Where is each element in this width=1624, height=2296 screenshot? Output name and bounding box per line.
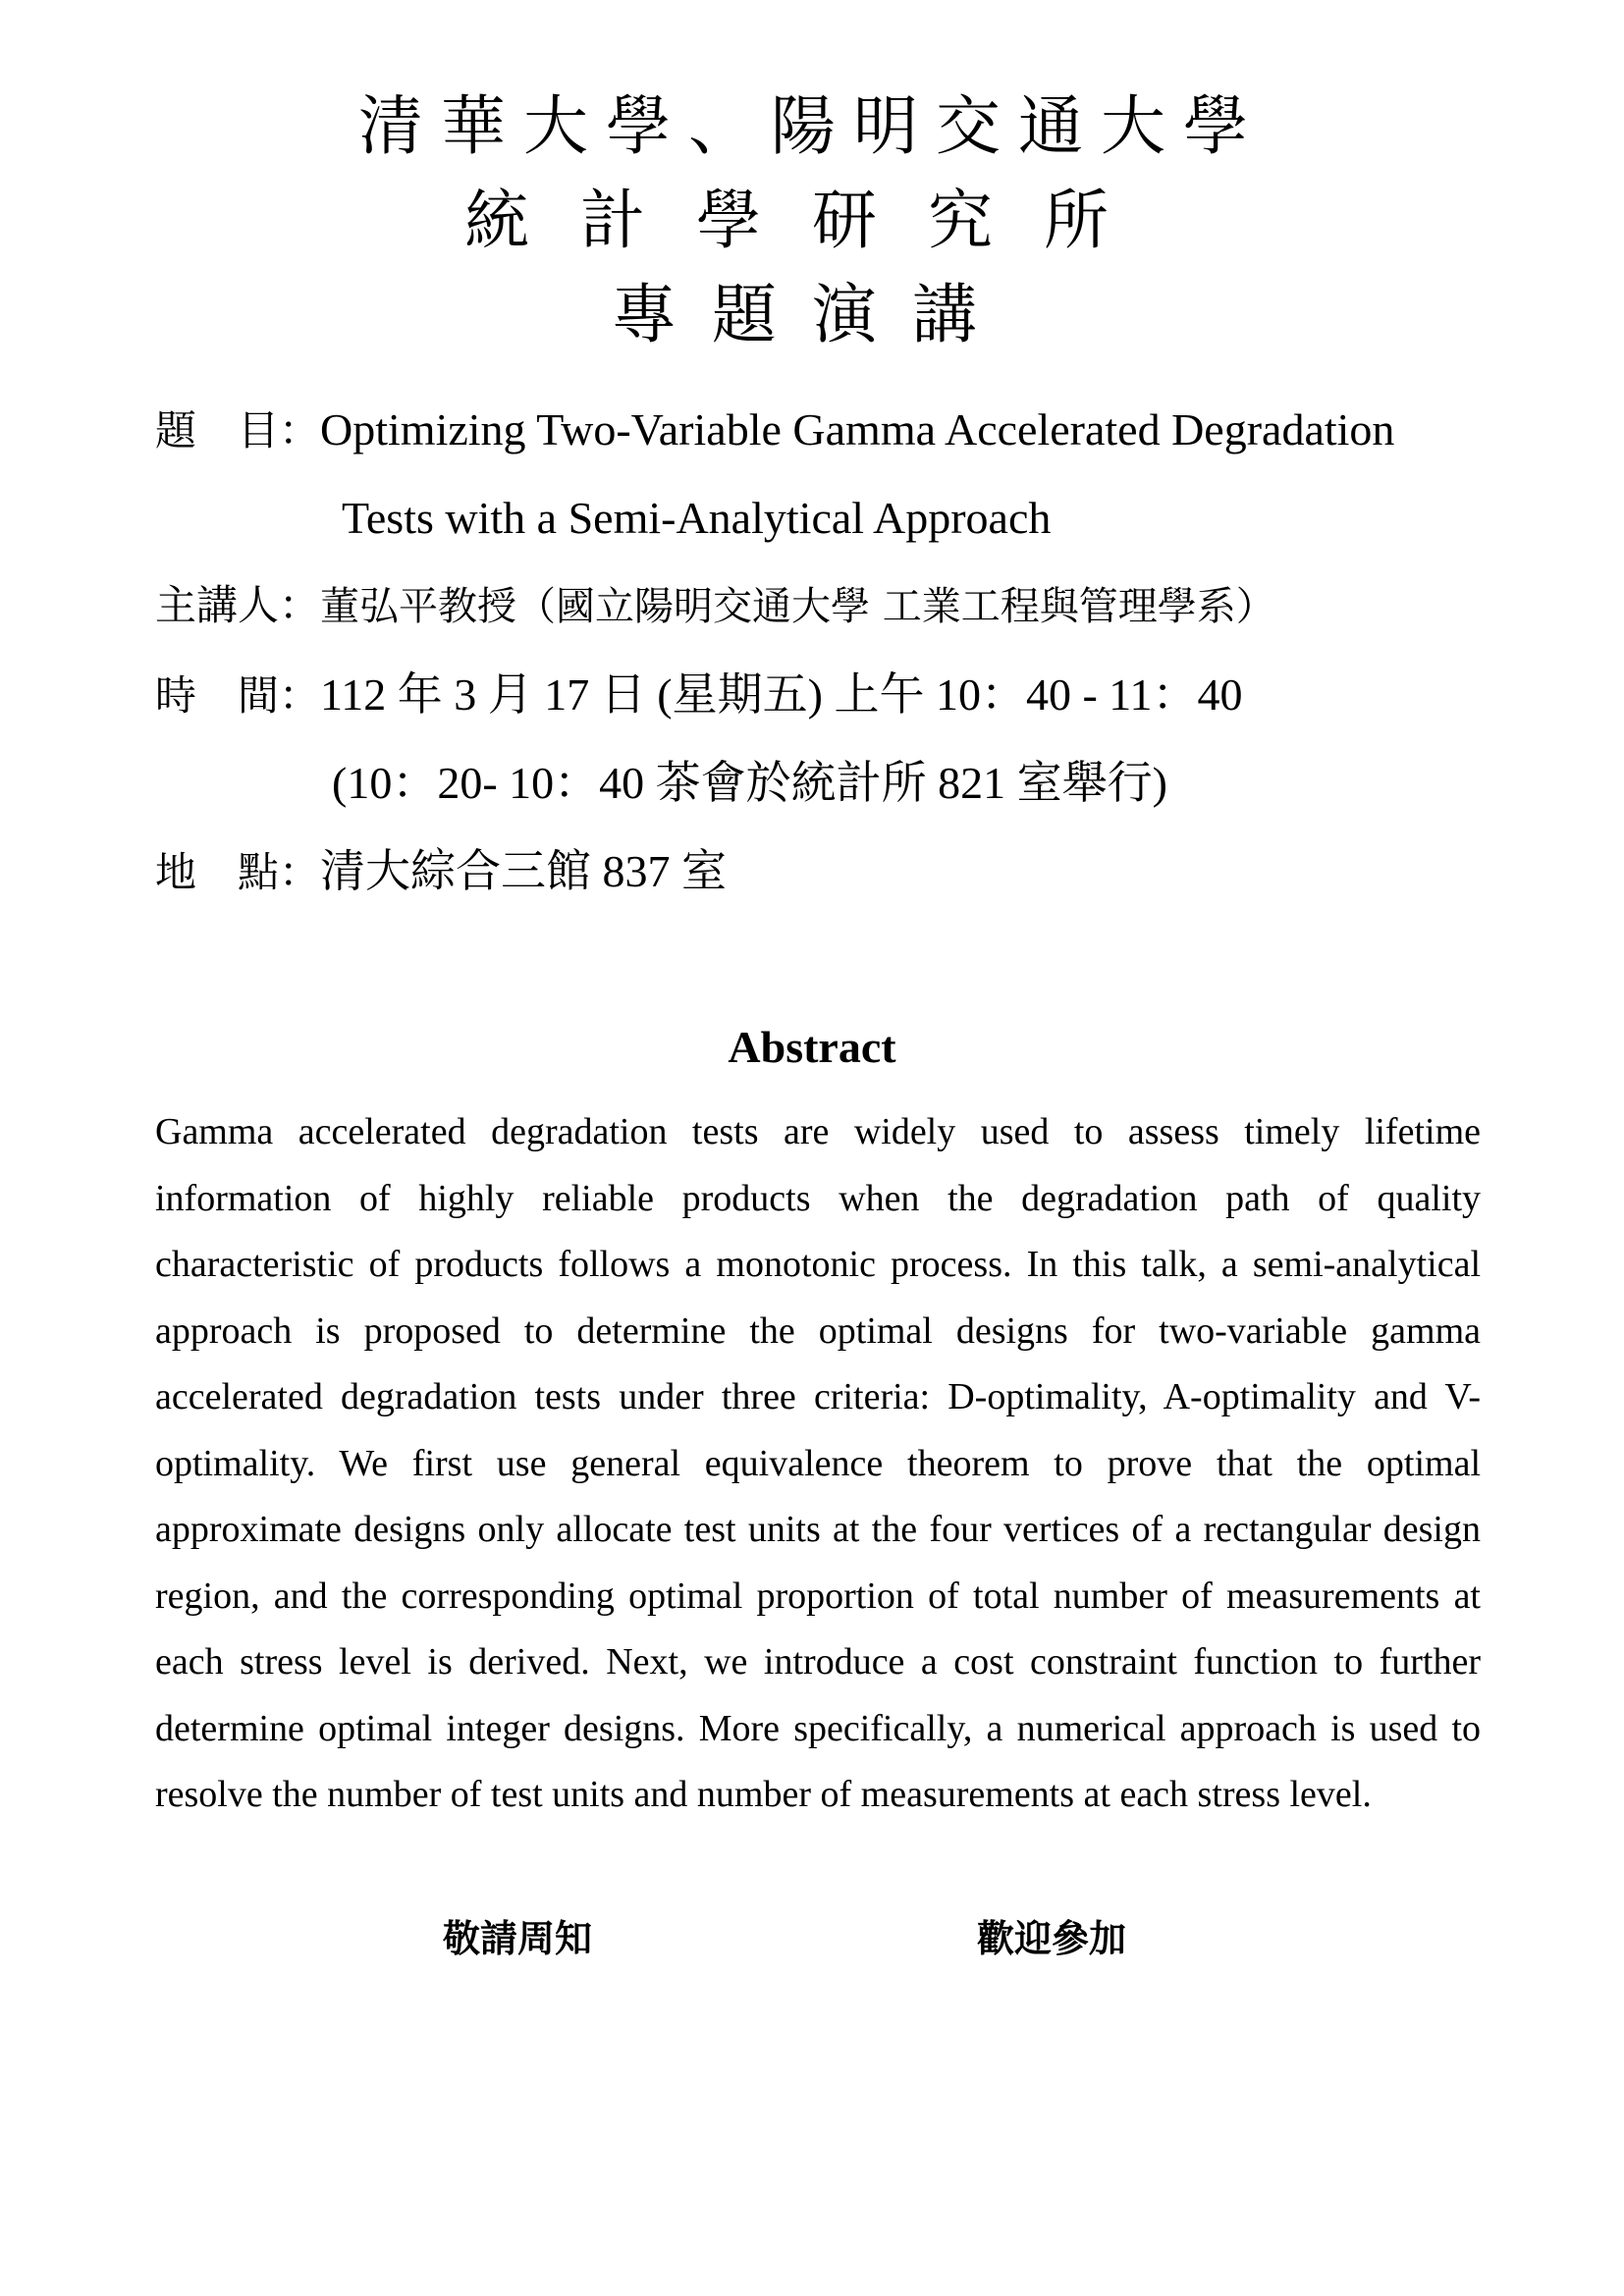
topic-label: 題 目： [155,406,321,454]
abstract-body: Gamma accelerated degradation tests are widely used to assess timely lifetime information of highly reliable products when the degradation path of quality characteristic of products follows a monotonic process. In this talk, a semi-analytical approach is proposed to determine the optimal designs for two-variable gamma accelerated degradation tests under three criteria: D-optimality, A-optimality and V-optimality. We first use general equivalence theorem to prove that the optimal approximate designs only allocate test units at the four vertices of a rectangular design region, and the corresponding optimal proportion of total number of measurements at each stress level is derived. Next, we introduce a cost constraint function to further determine optimal integer designs. More specifically, a numerical approach is used to resolve the number of test units and number of measurements at each stress level. [155,1111,1481,1815]
header-seminar: 專題演講 [612,277,1012,352]
header-universities: 清華大學、陽明交通大學 [358,88,1266,164]
speaker-label: 主講人： [155,581,321,629]
topic-title-line2: Tests with a Semi-Analytical Approach [342,493,1052,543]
speaker-row [155,581,1275,629]
time-tea: (10：20- 10：40 茶會於統計所 821 室舉行) [332,758,1167,808]
footer-please-note: 敬請周知 [443,1916,593,1960]
speaker-name: 董弘平教授（國立陽明交通大學 工業工程與管理學系） [320,584,1275,629]
time-label: 時 間： [155,671,321,720]
location-label: 地 點： [155,848,321,896]
tea-row [332,758,1167,808]
footer-welcome: 歡迎參加 [977,1916,1127,1960]
location-row [155,846,728,896]
topic-row-2 [342,493,1052,543]
topic-title-line1: Optimizing Two-Variable Gamma Accelerated Degradation [320,404,1395,454]
location-value: 清大綜合三館 837 室 [320,846,728,896]
topic-row [155,404,1395,454]
time-main: 112 年 3 月 17 日 (星期五) 上午 10：40 - 11：40 [320,669,1243,720]
header-institute: 統計學研究所 [464,183,1160,258]
time-row [155,669,1243,720]
abstract-title: Abstract [728,1022,896,1072]
